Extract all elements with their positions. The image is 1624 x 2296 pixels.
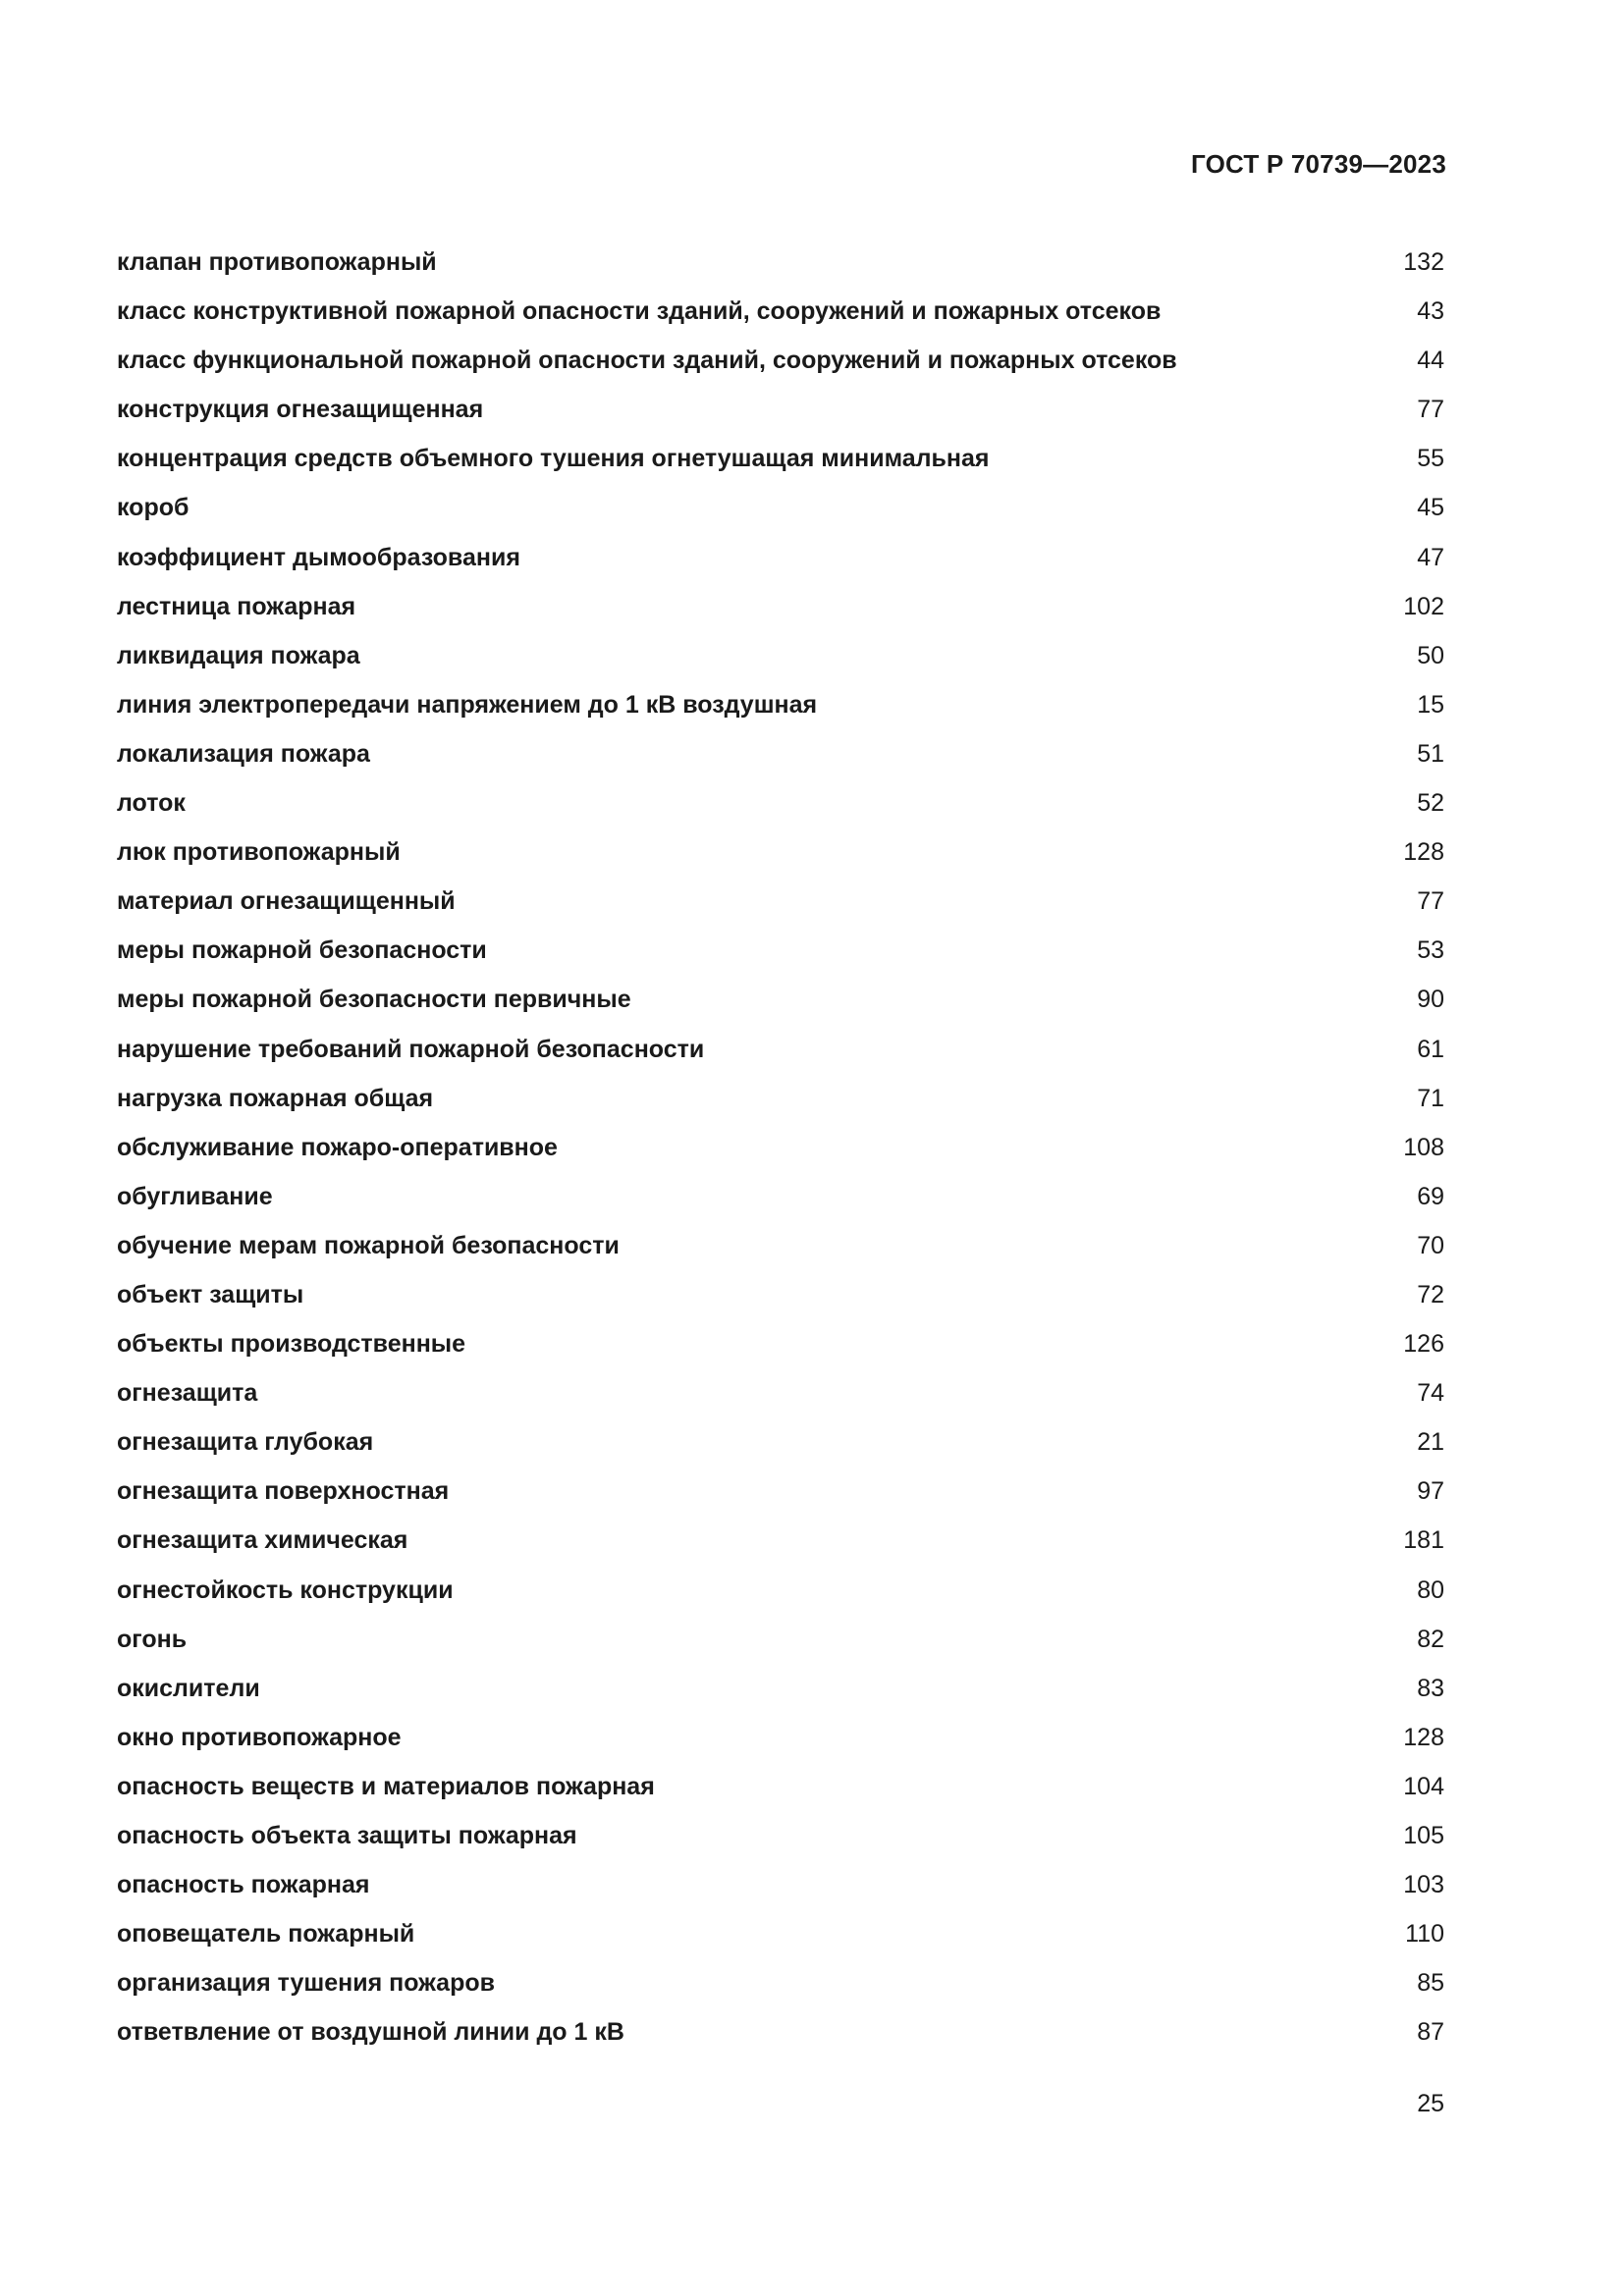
index-entry	[117, 828, 1444, 877]
index-term-number: 105	[1403, 1822, 1444, 1849]
index-term: клапан противопожарный	[117, 248, 437, 276]
index-entry	[117, 1025, 1444, 1074]
index-entry	[117, 533, 1444, 582]
index-term: локализация пожара	[117, 739, 370, 768]
index-term: класс конструктивной пожарной опасности зданий, сооружений и пожарных отсеков	[117, 297, 1162, 326]
index-entry	[117, 238, 1444, 287]
index-entry	[117, 729, 1444, 778]
index-term: опасность веществ и материалов пожарная	[117, 1772, 655, 1800]
index-term-number: 82	[1417, 1625, 1444, 1653]
index-term-number: 128	[1403, 838, 1444, 867]
index-term: огнезащита поверхностная	[117, 1477, 450, 1506]
index-entry	[117, 1221, 1444, 1270]
index-entry	[117, 631, 1444, 680]
index-term-number: 83	[1417, 1674, 1444, 1702]
index-term-number: 132	[1403, 248, 1444, 276]
index-entry	[117, 778, 1444, 828]
index-term-number: 71	[1417, 1084, 1444, 1112]
index-term: огнестойкость конструкции	[117, 1575, 454, 1604]
index-entry	[117, 1270, 1444, 1319]
index-term-number: 110	[1405, 1920, 1444, 1949]
index-term: обучение мерам пожарной безопасности	[117, 1231, 620, 1259]
index-term: конструкция огнезащищенная	[117, 396, 484, 424]
index-entry	[117, 1909, 1444, 1958]
index-term-number: 51	[1417, 739, 1444, 768]
index-entry	[117, 1664, 1444, 1713]
index-term-number: 85	[1417, 1969, 1444, 1998]
index-entry	[117, 1958, 1444, 2007]
index-term-number: 77	[1417, 396, 1444, 424]
index-term: нарушение требований пожарной безопасности	[117, 1035, 705, 1063]
index-term: линия электропередачи напряжением до 1 кВ воздушная	[117, 690, 818, 719]
index-term-number: 97	[1417, 1477, 1444, 1506]
index-term: огнезащита химическая	[117, 1526, 408, 1555]
index-entry	[117, 877, 1444, 926]
index-term-number: 126	[1403, 1330, 1444, 1359]
index-entry	[117, 1074, 1444, 1123]
index-entry	[117, 680, 1444, 729]
index-entry	[117, 1566, 1444, 1615]
document-code-header: ГОСТ Р 70739—2023	[1191, 149, 1446, 179]
index-term: ответвление от воздушной линии до 1 кВ	[117, 2018, 624, 2047]
index-term-number: 47	[1417, 543, 1444, 571]
index-entry	[117, 1811, 1444, 1860]
index-entry	[117, 336, 1444, 385]
index-entry	[117, 1860, 1444, 1909]
index-term: оповещатель пожарный	[117, 1920, 415, 1949]
index-term-number: 61	[1417, 1035, 1444, 1063]
index-entry	[117, 385, 1444, 434]
index-term: лестница пожарная	[117, 592, 356, 620]
index-term-number: 181	[1403, 1526, 1444, 1555]
index-term-number: 43	[1417, 297, 1444, 326]
index-term: опасность пожарная	[117, 1871, 370, 1899]
index-entry	[117, 975, 1444, 1024]
index-term-number: 77	[1417, 887, 1444, 916]
index-term: объекты производственные	[117, 1330, 466, 1359]
index-term: окислители	[117, 1674, 260, 1702]
index-term: нагрузка пожарная общая	[117, 1084, 434, 1112]
index-term: меры пожарной безопасности первичные	[117, 986, 631, 1014]
index-entry	[117, 1123, 1444, 1172]
index-term: коэффициент дымообразования	[117, 543, 520, 571]
index-term: огнезащита	[117, 1379, 258, 1408]
index-entry	[117, 926, 1444, 975]
index-term-number: 15	[1417, 690, 1444, 719]
index-entry	[117, 1516, 1444, 1565]
index-term-number: 108	[1403, 1133, 1444, 1161]
index-entry	[117, 1417, 1444, 1467]
index-term: ликвидация пожара	[117, 641, 360, 669]
index-entry	[117, 1319, 1444, 1368]
index-entry	[117, 287, 1444, 336]
index-entry	[117, 2007, 1444, 2056]
index-term-number: 87	[1417, 2018, 1444, 2047]
index-entry	[117, 1762, 1444, 1811]
index-term-number: 104	[1403, 1772, 1444, 1800]
index-term-number: 80	[1417, 1575, 1444, 1604]
index-term: окно противопожарное	[117, 1723, 402, 1751]
index-term: меры пожарной безопасности	[117, 936, 487, 965]
index-term-number: 21	[1417, 1428, 1444, 1457]
index-term-number: 53	[1417, 936, 1444, 965]
index-entry	[117, 1713, 1444, 1762]
alphabetical-index	[117, 238, 1444, 2056]
index-entry	[117, 434, 1444, 483]
index-term-number: 50	[1417, 641, 1444, 669]
index-entry	[117, 483, 1444, 532]
index-term: материал огнезащищенный	[117, 887, 456, 916]
index-term-number: 90	[1417, 986, 1444, 1014]
index-term: опасность объекта защиты пожарная	[117, 1822, 577, 1849]
index-entry	[117, 1467, 1444, 1516]
index-entry	[117, 1368, 1444, 1417]
index-term-number: 70	[1417, 1231, 1444, 1259]
index-term-number: 102	[1403, 592, 1444, 620]
index-term: концентрация средств объемного тушения огнетушащая минимальная	[117, 445, 990, 473]
index-term: короб	[117, 494, 189, 522]
index-term: огнезащита глубокая	[117, 1428, 374, 1457]
index-entry	[117, 1172, 1444, 1221]
index-entry	[117, 1615, 1444, 1664]
index-term-number: 72	[1417, 1280, 1444, 1308]
index-entry	[117, 582, 1444, 631]
index-term-number: 55	[1417, 445, 1444, 473]
index-term-number: 44	[1417, 347, 1444, 375]
index-term: обугливание	[117, 1182, 273, 1210]
index-term-number: 128	[1403, 1723, 1444, 1751]
index-term: огонь	[117, 1625, 188, 1653]
index-term: класс функциональной пожарной опасности зданий, сооружений и пожарных отсеков	[117, 347, 1177, 375]
page-number: 25	[1417, 2090, 1444, 2117]
index-term-number: 103	[1403, 1871, 1444, 1899]
index-term-number: 74	[1417, 1379, 1444, 1408]
index-term: объект защиты	[117, 1280, 304, 1308]
index-term-number: 52	[1417, 789, 1444, 818]
index-term: люк противопожарный	[117, 838, 401, 867]
index-term-number: 45	[1417, 494, 1444, 522]
index-term: организация тушения пожаров	[117, 1969, 495, 1998]
index-term-number: 69	[1417, 1182, 1444, 1210]
index-term: лоток	[117, 789, 186, 818]
index-term: обслуживание пожаро-оперативное	[117, 1133, 558, 1161]
